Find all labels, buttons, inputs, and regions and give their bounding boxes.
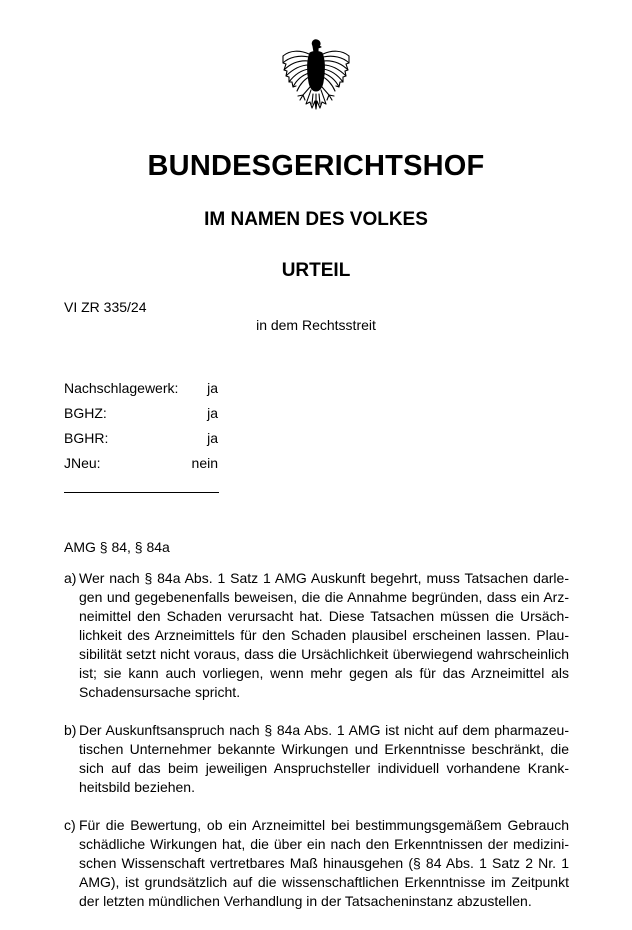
- metadata-row: [64, 429, 218, 454]
- headnote-label: b): [64, 722, 77, 738]
- decision-type-heading: URTEIL: [281, 260, 351, 281]
- court-name: BUNDESGERICHTSHOF: [147, 150, 485, 182]
- divider: [64, 492, 219, 493]
- headnote-item: [64, 569, 569, 702]
- metadata-label: BGHZ:: [64, 405, 107, 421]
- statute-references: AMG § 84, § 84a: [64, 539, 170, 555]
- headnote-text: Der Auskunftsanspruch nach § 84a Abs. 1 AMG ist nicht auf dem pharmazeutischen Unternehmer bekannte Wirkungen und Erkenntnisse beschränkt, die sich auf das beim jeweiligen Anspruchsteller individuell vorhandene Krankheitsbild beziehen.: [79, 722, 569, 795]
- headnotes: [64, 569, 569, 930]
- file-number: VI ZR 335/24: [64, 299, 147, 315]
- metadata-label: Nachschlagewerk:: [64, 380, 179, 396]
- metadata-row: [64, 379, 218, 404]
- proceeding-label: in dem Rechtsstreit: [256, 317, 376, 333]
- headnote-label: a): [64, 570, 77, 586]
- headnote-text: Für die Bewertung, ob ein Arzneimittel bei bestimmungsgemäßem Gebrauch schädliche Wirkungen hat, die über ein nach den Erkenntnissen der medizinischen Wissenschaft vertretbares Maß hinausgehen (§ 84 Abs. 1 Satz 2 Nr. 1 AMG), ist grundsätzlich auf die wissenschaftlichen Erkenntnisse im Zeitpunkt der letzten mündlichen Verhandlung in der Tatsacheninstanz abzustellen.: [79, 817, 569, 909]
- metadata-value: ja: [207, 430, 218, 446]
- metadata-value: nein: [191, 455, 218, 471]
- metadata-label: JNeu:: [64, 455, 101, 471]
- headnote-item: [64, 721, 569, 797]
- metadata-row: [64, 454, 218, 479]
- headnote-label: c): [64, 817, 76, 833]
- headnote-item: [64, 816, 569, 911]
- metadata-row: [64, 404, 218, 429]
- metadata-label: BGHR:: [64, 430, 109, 446]
- metadata-value: ja: [207, 380, 218, 396]
- headnote-text: Wer nach § 84a Abs. 1 Satz 1 AMG Auskunft begehrt, muss Tatsachen darlegen und gegebenenfalls beweisen, die die Annahme begründen, dass ein Arzneimittel den Schaden verursacht hat. Diese Tatsachen müssen die Ursächlichkeit des Arzneimittels für den Schaden plausibel erscheinen lassen. Plausibilität setzt nicht voraus, dass die Ursächlichkeit überwiegend wahrscheinlich ist; sie kann auch vorliegen, wenn mehr gegen als für das Arzneimittel als Schadensursache spricht.: [79, 570, 569, 700]
- federal-eagle-icon: [280, 38, 352, 120]
- in-the-name-heading: IM NAMEN DES VOLKES: [204, 209, 428, 230]
- metadata-value: ja: [207, 405, 218, 421]
- metadata-table: [64, 379, 218, 479]
